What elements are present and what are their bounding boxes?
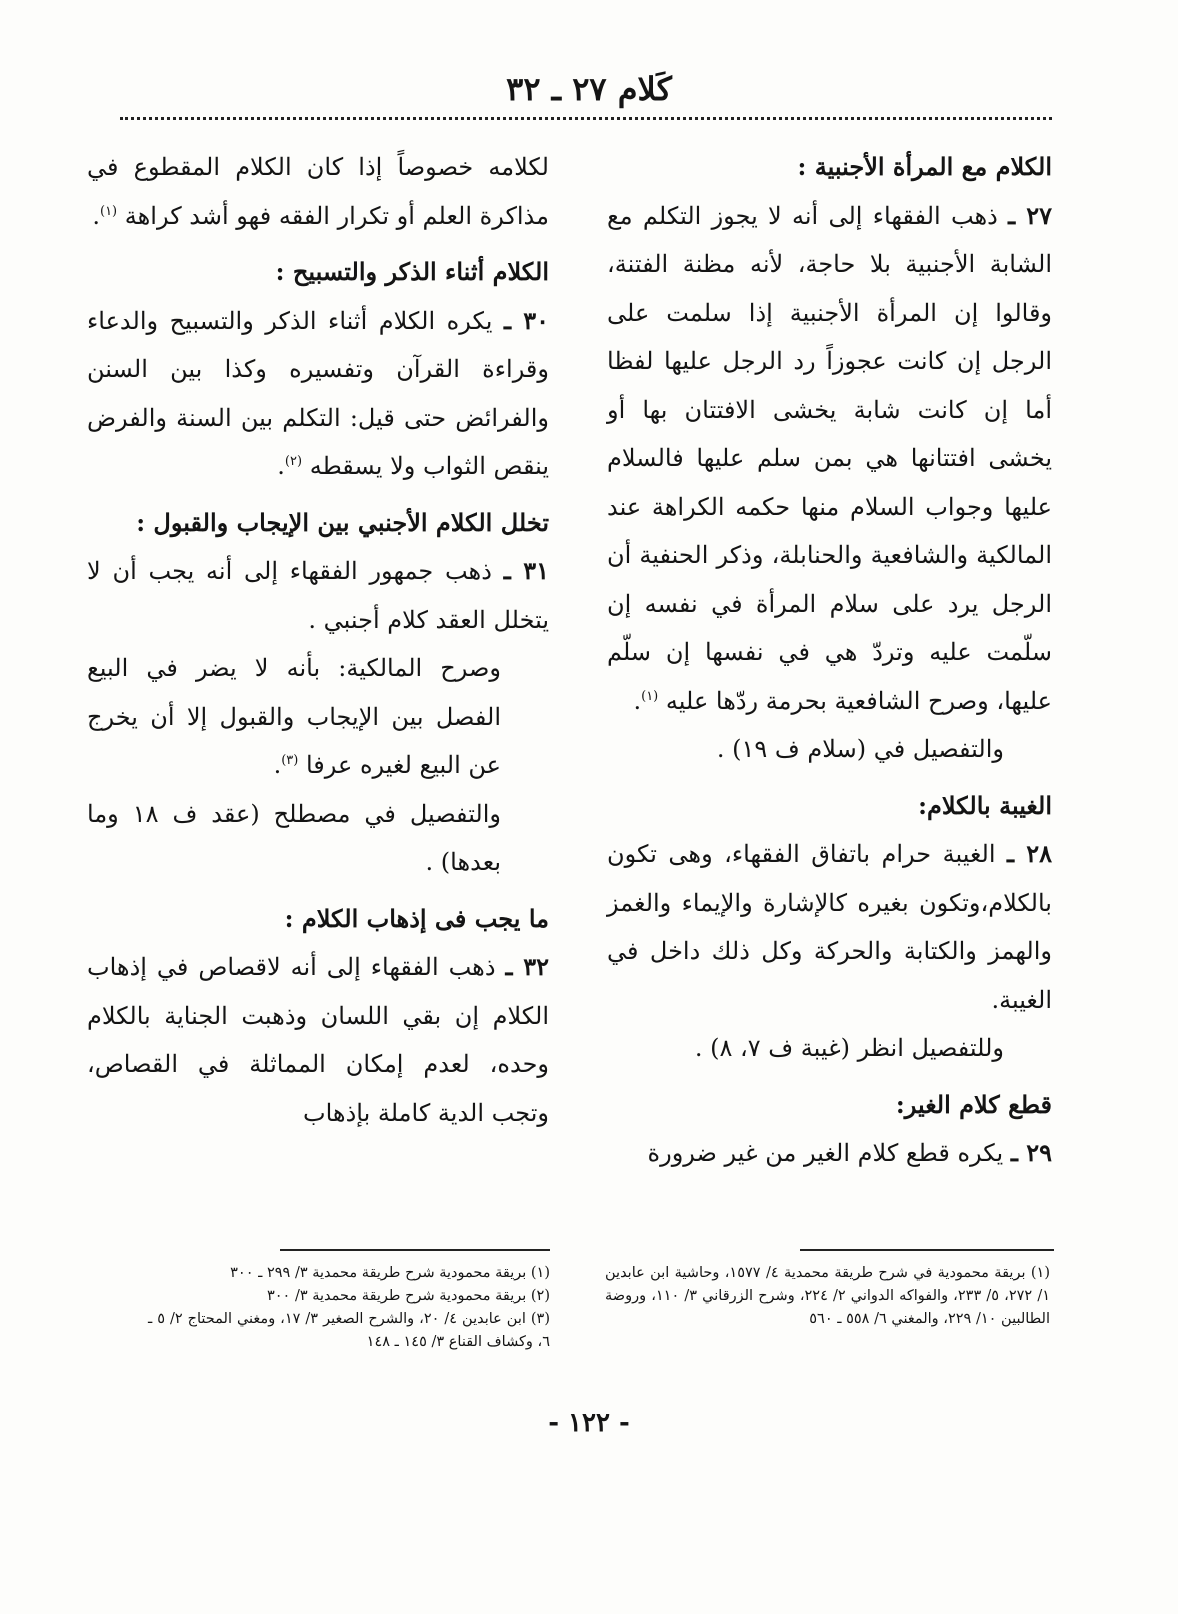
paragraph-text: ذهب جمهور الفقهاء إلى أنه يجب أن لا يتخلل العقد كلام أجنبي . <box>87 557 549 634</box>
footnote-rule-right <box>800 1249 1054 1251</box>
paragraph-number: ٣١ ـ <box>503 556 549 585</box>
detail-reference: والتفصيل في (سلام ف ١٩) . <box>716 735 1004 763</box>
paragraph-text: وصرح المالكية: بأنه لا يضر في البيع الفصل بين الإيجاب والقبول إلا أن يخرج عن البيع لغيره عرفا <box>87 654 501 779</box>
paragraph-29 <box>607 1129 1052 1178</box>
paragraph-27: ٢٧ ـ ذهب الفقهاء إلى أنه لا يجوز التكلم مع الشابة الأجنبية بلا حاجة، لأنه مظنة الفتنة، وقالوا إن المرأة الأجنبية إذا سلمت على الرجل إن كانت عجوزاً رد الرجل عليها لفظا أما إن كانت شابة يخشى الافتتان بها أو يخشى افتتانها هي بمن سلم عليها فالسلام عليها وجواب السلام منها حكمه الكراهة عند المالكية والشافعية والحنابلة، وذكر الحنفية أن الرجل يرد على سلام المرأة في نفسه إن سلّمت عليه وتردّ هي في نفسها إن سلّم عليها، وصرح الشافعية بحرمة ردّها عليه $^{(١)}$. <box>607 200 1052 715</box>
footnote: (٣) ابن عابدين ٤/ ٢٠، والشرح الصغير ٣/ ١٧، ومغني المحتاج ٢/ ٥ ـ ٦، وكشاف القناع ٣/ ١٤٥ ـ ١٤٨ <box>148 1311 550 1350</box>
detail-reference: والتفصيل في مصطلح (عقد ف ١٨ وما بعدها) . <box>87 799 501 876</box>
paragraph-text: يكره قطع كلام الغير من غير ضرورة <box>647 1139 1004 1167</box>
paragraph-number: ٣٢ ـ <box>505 952 549 981</box>
paragraph-text: يكره الكلام أثناء الذكر والتسبيح والدعاء وقراءة القرآن وتفسيره وكذا بين السنن والفرائض حتى قيل: التكلم بين السنة والفرض ينقص الثواب ولا يسقطه <box>87 306 549 480</box>
section-heading: تخلل الكلام الأجنبي بين الإيجاب والقبول : <box>136 507 549 537</box>
section-heading: الكلام مع المرأة الأجنبية : <box>797 152 1052 181</box>
section-heading: الغيبة بالكلام: <box>918 790 1052 820</box>
paragraph-30: ٣٠ ـ يكره الكلام أثناء الذكر والتسبيح والدعاء وقراءة القرآن وتفسيره وكذا بين السنن والفرائض حتى قيل: التكلم بين السنة والفرض ينقص الثواب ولا يسقطه $^{(٢)}$. <box>87 305 550 480</box>
page-title: كَلام ٢٧ ـ ٣٢ <box>506 70 672 108</box>
section-heading: ما يجب فى إذهاب الكلام : <box>284 903 549 933</box>
section-heading: قطع كلام الغير: <box>895 1089 1052 1119</box>
footnote-ref: (١) <box>99 203 118 219</box>
footnote-ref: (٢) <box>284 454 303 469</box>
paragraph-number: ٢٩ ـ <box>1010 1138 1052 1167</box>
paragraph-31 <box>87 547 549 644</box>
paragraph-number: ٢٧ ـ <box>1008 200 1052 230</box>
page-number: - ١٢٢ - <box>548 1408 630 1438</box>
footnote-ref: (١) <box>641 688 659 704</box>
paragraph-number: ٣٠ ـ <box>503 305 550 335</box>
footnote: (١) بريقة محمودية في شرح طريقة محمدية ٤/ ١٥٧٧، وحاشية ابن عابدين ١/ ٢٧٢، ٥/ ٢٣٣، والفواكه الدواني ٢/ ٢٢٤، وشرح الزرقاني ٣/ ١١٠، وروضة الطالبين ١٠/ ٢٢٩، والمغني ٦/ ٥٥٨ ـ ٥٦٠ <box>605 1265 1051 1327</box>
footnote-ref: (٣) <box>281 753 299 768</box>
paragraph-29-continued: لكلامه خصوصاً إذا كان الكلام المقطوع في مذاكرة العلم أو تكرار الفقه فهو أشد كراهة $^{(١)}$. <box>87 153 549 230</box>
footnote: (١) بريقة محمودية شرح طريقة محمدية ٣/ ٢٩٩ ـ ٣٠٠ <box>230 1265 550 1281</box>
footnotes-left <box>148 1262 550 1354</box>
section-heading: الكلام أثناء الذكر والتسبيح : <box>275 257 549 286</box>
paragraph-text: لكلامه خصوصاً إذا كان الكلام المقطوع في مذاكرة العلم أو تكرار الفقه فهو أشد كراهة <box>87 153 549 230</box>
paragraph-text: ذهب الفقهاء إلى أنه لاقصاص في إذهاب الكلام إن بقي اللسان وذهبت الجناية بالكلام وحده، لعدم إمكان المماثلة في القصاص، وتجب الدية كاملة بإذهاب <box>87 953 549 1127</box>
paragraph-28 <box>607 830 1052 1024</box>
footnote: (٢) بريقة محمودية شرح طريقة محمدية ٣/ ٣٠٠ <box>266 1288 550 1304</box>
header-divider <box>120 117 1052 120</box>
right-column <box>607 143 1052 1178</box>
left-column <box>87 143 549 1137</box>
paragraph-32 <box>87 943 549 1137</box>
paragraph-31-b: وصرح المالكية: بأنه لا يضر في البيع الفصل بين الإيجاب والقبول إلا أن يخرج عن البيع لغيره عرفا $^{(٣)}$. <box>87 654 501 779</box>
footnote-rule-left <box>280 1249 550 1251</box>
footnotes-right <box>605 1262 1050 1331</box>
paragraph-text: الغيبة حرام باتفاق الفقهاء، وهى تكون بالكلام،وتكون بغيره كالإشارة والإيماء والغمز والهمز والكتابة والحركة وكل ذلك داخل في الغيبة. <box>607 840 1052 1014</box>
paragraph-number: ٢٨ ـ <box>1006 839 1052 868</box>
paragraph-text: ذهب الفقهاء إلى أنه لا يجوز التكلم مع الشابة الأجنبية بلا حاجة، لأنه مظنة الفتنة، وقالوا إن المرأة الأجنبية إذا سلمت على الرجل إن كانت عجوزاً رد الرجل عليها لفظا أما إن كانت شابة يخشى الافتتان بها أو يخشى افتتانها هي بمن سلم عليها فالسلام عليها وجواب السلام منها حكمه الكراهة عند المالكية والشافعية والحنابلة، وذكر الحنفية أن الرجل يرد على سلام المرأة في نفسه إن سلّمت عليه وتردّ هي في نفسها إن سلّم عليها، وصرح الشافعية بحرمة ردّها عليه <box>607 201 1052 715</box>
detail-reference: وللتفصيل انظر (غيبة ف ٧، ٨) . <box>694 1034 1004 1062</box>
